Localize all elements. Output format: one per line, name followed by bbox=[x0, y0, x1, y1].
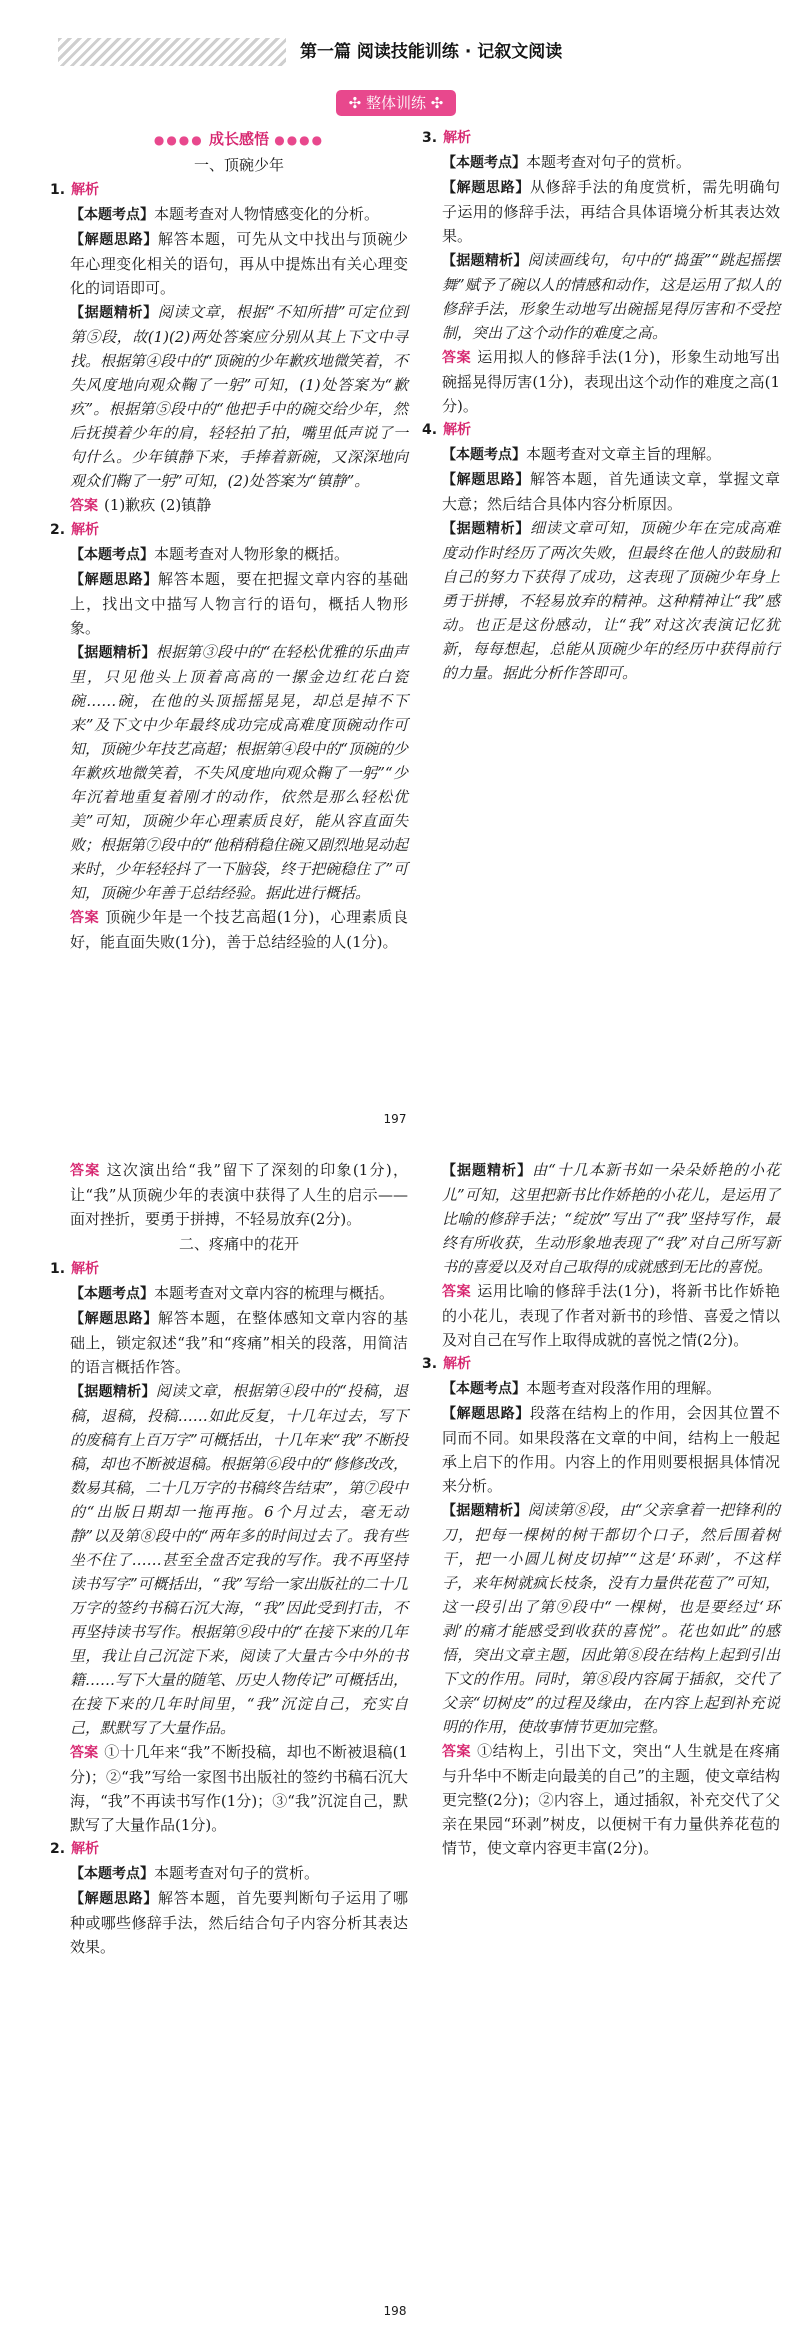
answer-text: 运用拟人的修辞手法(1分)，形象生动地写出碗摇晃得厉害(1分)，表现出这个动作的难度之高(1分)。 bbox=[442, 348, 781, 415]
answer-text: 这次演出给“我”留下了深刻的印象(1分)，让“我”从顶碗少年的表演中获得了人生的启示——面对挫折，要勇于拼搏，不轻易放弃(2分)。 bbox=[70, 1161, 409, 1228]
evidence-tag: 【据题精析】 bbox=[442, 253, 528, 269]
analysis-label: 解析 bbox=[71, 182, 100, 198]
approach-text: 解答本题，在整体感知文章内容的基础上，锁定叙述“我”和“疼痛”相关的段落，用简洁的语言概括作答。 bbox=[70, 1309, 408, 1376]
approach-paragraph bbox=[70, 1306, 408, 1379]
evidence-tag: 【据题精析】 bbox=[70, 305, 158, 321]
section-heading bbox=[70, 126, 408, 152]
answer-paragraph bbox=[70, 905, 408, 954]
approach-tag: 【解题思路】 bbox=[70, 1891, 158, 1907]
answer-paragraph bbox=[442, 1279, 780, 1352]
answer-text: 顶碗少年是一个技艺高超(1分)，心理素质良好，能直面失败(1分)，善于总结经验的人(1分)。 bbox=[70, 908, 409, 951]
approach-text: 从修辞手法的角度赏析，需先明确句子运用的修辞手法，再结合具体语境分析其表达效果。 bbox=[442, 178, 780, 245]
evidence-paragraph bbox=[442, 248, 780, 345]
focus-paragraph bbox=[70, 202, 408, 227]
answer-text: 运用比喻的修辞手法(1分)，将新书比作娇艳的小花儿，表现了作者对新书的珍惜、喜爱之情以及对自己在写作上取得成就的喜悦之情(2分)。 bbox=[442, 1282, 781, 1349]
analysis-label: 解析 bbox=[443, 130, 472, 146]
evidence-text: 阅读第⑧段，由“父亲拿着一把锋利的刀，把每一棵树的树干都切个口子，然后围着树干，把一小圆儿树皮切掉”“这是‘环剥’，不这样子，来年树就疯长枝条，没有力量供花苞了”可知，这一段引出了第⑨段中“一棵树，也是要经过‘环剥’的痛才能感受到收获的喜悦”。花也如此”的感悟，突出文章主题，因此第⑧段在结构上起到引出下文的作用。同时，第⑧段内容属于插叙，交代了父亲“切树皮”的过程及缘由，在内容上起到补充说明的作用，使故事情节更加完整。 bbox=[442, 1501, 781, 1736]
approach-tag: 【解题思路】 bbox=[70, 572, 158, 588]
evidence-paragraph bbox=[70, 640, 408, 905]
answer-text: (1)歉疚 (2)镇静 bbox=[104, 496, 212, 514]
question-index: 4. bbox=[422, 422, 438, 438]
analysis-label: 解析 bbox=[71, 1261, 100, 1277]
approach-text: 解答本题，首先要判断句子运用了哪种或哪些修辞手法，然后结合句子内容分析其表达效果。 bbox=[70, 1889, 408, 1956]
focus-tag: 【本题考点】 bbox=[70, 1286, 154, 1302]
focus-tag: 【本题考点】 bbox=[70, 547, 154, 563]
dots-decoration-left: ●●●● bbox=[153, 133, 204, 147]
focus-tag: 【本题考点】 bbox=[70, 1866, 154, 1882]
answer-tag: 答案 bbox=[442, 1744, 472, 1760]
question-number bbox=[422, 126, 780, 150]
focus-text: 本题考查对段落作用的理解。 bbox=[526, 1379, 722, 1397]
approach-text: 解答本题，首先通读文章，掌握文章大意；然后结合具体内容分析原因。 bbox=[442, 470, 780, 513]
answer-text: ①十几年来“我”不断投稿，却也不断被退稿(1分)；②“我”写给一家图书出版社的签约书稿石沉大海，“我”不再读书写作(1分)；③“我”沉淀自己，默默写了大量作品(1分)。 bbox=[70, 1743, 408, 1834]
analysis-label: 解析 bbox=[443, 1356, 472, 1372]
approach-tag: 【解题思路】 bbox=[442, 472, 530, 488]
page-197 bbox=[0, 0, 790, 1150]
evidence-paragraph bbox=[442, 1498, 780, 1739]
page-number: 197 bbox=[383, 1112, 407, 1126]
approach-tag: 【解题思路】 bbox=[442, 1406, 530, 1422]
evidence-text: 阅读文章，根据“不知所措”可定位到第⑤段，故(1)(2)两处答案应分别从其上下文中寻找。根据第④段中的“顶碗的少年歉疚地微笑着，不失风度地向观众鞠了一躬”可知，(1)处答案为“歉疚”。根据第⑤段中的“他把手中的碗交给少年，然后抚摸着少年的肩，轻轻拍了拍，嘴里低声说了一句什么。少年镇静下来，手捧着新碗，又深深地向观众们鞠了一躬”可知，(2)处答案为“镇静”。 bbox=[70, 303, 409, 490]
approach-paragraph bbox=[70, 227, 408, 300]
focus-paragraph bbox=[70, 1861, 408, 1886]
focus-tag: 【本题考点】 bbox=[442, 447, 526, 463]
answer-paragraph bbox=[70, 1158, 408, 1231]
approach-paragraph bbox=[442, 1401, 780, 1498]
focus-paragraph bbox=[442, 1376, 780, 1401]
question-index: 2. bbox=[50, 1841, 66, 1857]
approach-paragraph bbox=[442, 175, 780, 248]
approach-tag: 【解题思路】 bbox=[442, 180, 530, 196]
question-number bbox=[50, 178, 408, 202]
evidence-paragraph bbox=[442, 1158, 780, 1279]
section-title: 成长感悟 bbox=[208, 130, 269, 148]
evidence-text: 阅读文章，根据第④段中的“投稿，退稿，退稿，投稿……如此反复，十几年过去，写下的废稿有上百万字”可概括出，十几年来“我”不断投稿，却也不断被退稿。根据第⑥段中的“修修改改，数易其稿，二十几万字的书稿终告结束”，第⑦段中的“出版日期却一拖再拖。6个月过去，毫无动静”以及第⑧段中的“两年多的时间过去了。我有些坐不住了……甚至全盘否定我的写作。我不再坚持读书写字”可概括出，“我”写给一家出版社的二十几万字的签约书稿石沉大海，“我”因此受到打击，不再坚持读书写作。根据第⑨段中的“在接下来的几年里，我让自己沉淀下来，阅读了大量古今中外的书籍……写下大量的随笔、历史人物传记”可概括出，在接下来的几年时间里，“我”沉淀自己，充实自己，默默写了大量作品。 bbox=[70, 1382, 409, 1737]
question-number bbox=[50, 1257, 408, 1281]
question-index: 1. bbox=[50, 182, 66, 198]
answer-paragraph bbox=[442, 1739, 780, 1860]
passage-title: 二、疼痛中的花开 bbox=[178, 1235, 299, 1253]
question-number bbox=[422, 1352, 780, 1376]
focus-text: 本题考查对文章主旨的理解。 bbox=[526, 445, 722, 463]
evidence-text: 阅读画线句，句中的“捣蛋”“跳起摇摆舞”赋予了碗以人的情感和动作，这是运用了拟人的修辞手法，形象生动地写出碗摇晃得厉害和不受控制，突出了这个动作的难度之高。 bbox=[442, 251, 780, 342]
focus-paragraph bbox=[70, 542, 408, 567]
evidence-text: 由“十几本新书如一朵朵娇艳的小花儿”可知，这里把新书比作娇艳的小花儿，是运用了比喻的修辞手法；“绽放”写出了“我”坚持写作，最终有所收获，生动形象地表现了“我”对自己所写新书的喜爱以及对自己取得的成就感到无比的喜悦。 bbox=[442, 1161, 780, 1276]
focus-text: 本题考查对句子的赏析。 bbox=[526, 153, 692, 171]
evidence-paragraph bbox=[442, 516, 780, 685]
right-column bbox=[422, 1158, 781, 1860]
page-header bbox=[58, 38, 732, 66]
question-number bbox=[422, 418, 780, 442]
evidence-tag: 【据题精析】 bbox=[442, 1503, 528, 1519]
focus-text: 本题考查对句子的赏析。 bbox=[154, 1864, 320, 1882]
focus-tag: 【本题考点】 bbox=[70, 207, 154, 223]
page-198 bbox=[0, 1150, 790, 2340]
answer-paragraph bbox=[70, 493, 408, 518]
answer-text: ①结构上，引出下文，突出“人生就是在疼痛与升华中不断走向最美的自己”的主题，使文章结构更完整(2分)；②内容上，通过插叙，补充交代了父亲在果园“环剥”树皮，以便树干有力量供养花苞的情节，使文章内容更丰富(2分)。 bbox=[442, 1742, 781, 1857]
focus-tag: 【本题考点】 bbox=[442, 155, 526, 171]
approach-tag: 【解题思路】 bbox=[70, 232, 158, 248]
answer-paragraph bbox=[442, 345, 780, 418]
evidence-tag: 【据题精析】 bbox=[442, 521, 530, 537]
focus-text: 本题考查对文章内容的梳理与概括。 bbox=[154, 1284, 395, 1302]
approach-paragraph bbox=[70, 1886, 408, 1959]
focus-text: 本题考查对人物情感变化的分析。 bbox=[154, 205, 380, 223]
right-column bbox=[422, 126, 781, 685]
answer-tag: 答案 bbox=[442, 1284, 472, 1300]
dots-decoration-right: ●●●● bbox=[274, 133, 325, 147]
approach-paragraph bbox=[442, 467, 780, 516]
evidence-text: 细读文章可知，顶碗少年在完成高难度动作时经历了两次失败，但最终在他人的鼓励和自己的努力下获得了成功，这表现了顶碗少年身上勇于拼搏，不轻易放弃的精神。这种精神让“我”感动。也正是这份感动，让“我”对这次表演记忆犹新，每每想起，总能从顶碗少年的经历中获得前行的力量。据此分析作答即可。 bbox=[442, 519, 780, 682]
evidence-tag: 【据题精析】 bbox=[70, 645, 156, 661]
question-index: 2. bbox=[50, 522, 66, 538]
answer-tag: 答案 bbox=[70, 1745, 99, 1761]
left-column bbox=[50, 126, 409, 954]
approach-text: 解答本题，要在把握文章内容的基础上，找出文中描写人物言行的语句，概括人物形象。 bbox=[70, 570, 408, 637]
evidence-paragraph bbox=[70, 1379, 408, 1740]
question-index: 3. bbox=[422, 130, 438, 146]
header-title: 第一篇 阅读技能训练 · 记叙文阅读 bbox=[286, 38, 732, 66]
approach-paragraph bbox=[70, 567, 408, 640]
analysis-label: 解析 bbox=[443, 422, 472, 438]
page-number: 198 bbox=[383, 2304, 407, 2318]
analysis-label: 解析 bbox=[71, 1841, 100, 1857]
focus-text: 本题考查对人物形象的概括。 bbox=[154, 545, 350, 563]
question-index: 1. bbox=[50, 1261, 66, 1277]
left-column bbox=[50, 1158, 409, 1959]
focus-paragraph bbox=[442, 150, 780, 175]
approach-text: 解答本题，可先从文中找出与顶碗少年心理变化相关的语句，再从中提炼出有关心理变化的词语即可。 bbox=[70, 230, 408, 297]
approach-text: 段落在结构上的作用，会因其位置不同而不同。如果段落在文章的中间，结构上一般起承上启下的作用。内容上的作用则要根据具体情况来分析。 bbox=[442, 1404, 780, 1495]
evidence-tag: 【据题精析】 bbox=[442, 1163, 533, 1179]
question-number bbox=[50, 518, 408, 542]
answer-paragraph bbox=[70, 1740, 408, 1837]
passage-title: 一、顶碗少年 bbox=[193, 156, 284, 174]
evidence-paragraph bbox=[70, 300, 408, 493]
focus-paragraph bbox=[70, 1281, 408, 1306]
question-number bbox=[50, 1837, 408, 1861]
answer-tag: 答案 bbox=[70, 910, 100, 926]
focus-paragraph bbox=[442, 442, 780, 467]
answer-tag: 答案 bbox=[70, 498, 98, 514]
evidence-text: 根据第③段中的“在轻松优雅的乐曲声里，只见他头上顶着高高的一摞金边红花白瓷碗……碗，在他的头顶摇摇晃晃，却总是掉不下来”及下文中少年最终成功完成高难度顶碗动作可知，顶碗少年技艺高超；根据第④段中的“顶碗的少年歉疚地微笑着，不失风度地向观众鞠了一躬”“少年沉着地重复着刚才的动作，依然是那么轻松优美”可知，顶碗少年心理素质良好，能从容直面失败；根据第⑦段中的“他稍稍稳住碗又剧烈地晃动起来时，少年轻轻抖了一下脑袋，终于把碗稳住了”可知，顶碗少年善于总结经验。据此进行概括。 bbox=[70, 643, 409, 902]
approach-tag: 【解题思路】 bbox=[70, 1311, 158, 1327]
answer-tag: 答案 bbox=[70, 1163, 101, 1179]
answer-tag: 答案 bbox=[442, 350, 472, 366]
question-index: 3. bbox=[422, 1356, 438, 1372]
section-badge: ✣ 整体训练 ✣ bbox=[336, 90, 456, 116]
analysis-label: 解析 bbox=[71, 522, 100, 538]
focus-tag: 【本题考点】 bbox=[442, 1381, 526, 1397]
evidence-tag: 【据题精析】 bbox=[70, 1384, 156, 1400]
